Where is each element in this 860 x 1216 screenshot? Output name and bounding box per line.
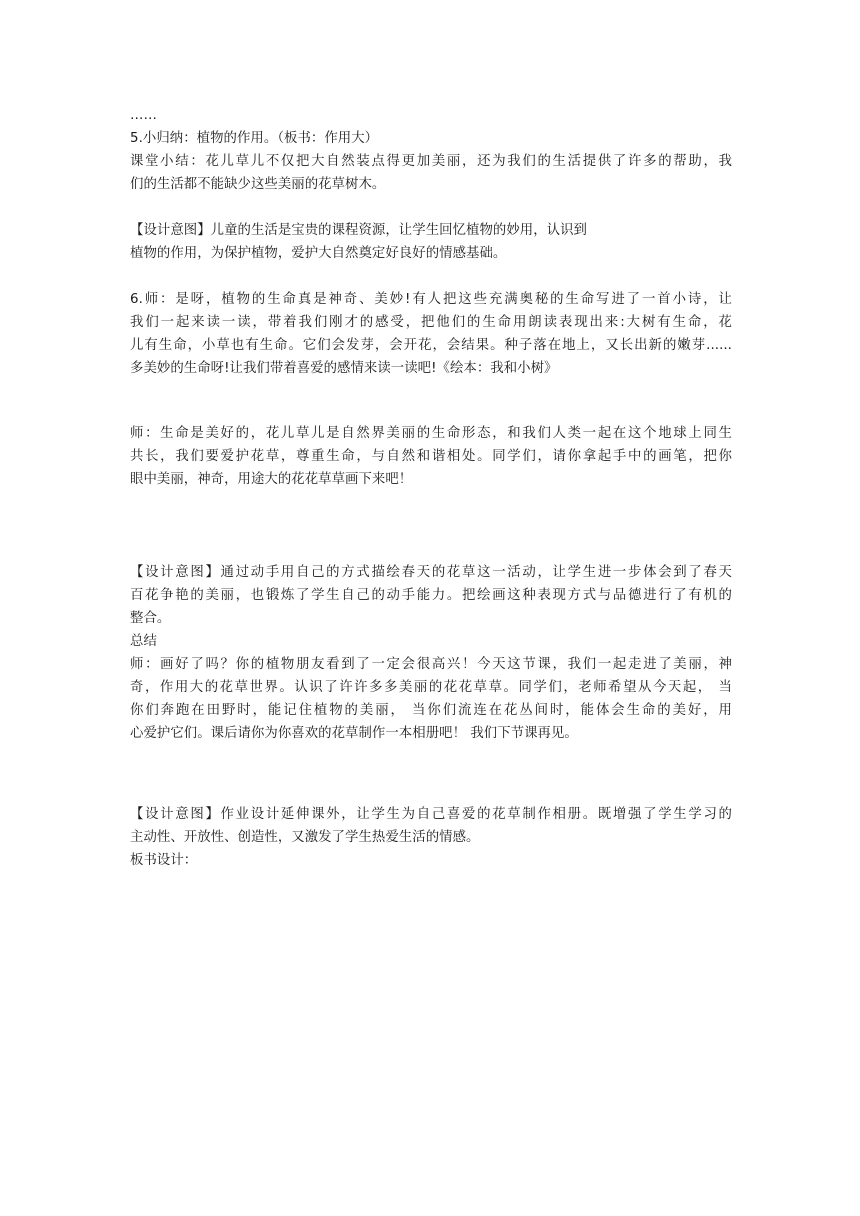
section-6-line: 6.师：是呀，植物的生命真是神奇、美妙!有人把这些充满奥秘的生命写进了一首小诗，让 <box>130 292 732 307</box>
teacher-paragraph <box>130 422 732 491</box>
teacher-line: 眼中美丽，神奇，用途大的花花草草画下来吧！ <box>130 472 413 487</box>
section-6-line: 我们一起来读一读，带着我们刚才的感受，把他们的生命用朗读表现出来:大树有生命，花 <box>130 315 732 330</box>
section-5 <box>130 127 732 196</box>
design-intent-line: 【设计意图】作业设计延伸课外，让学生为自己喜爱的花草制作相册。既增强了学生学习的 <box>130 807 732 822</box>
summary-line: 们的生活都不能缺少这些美丽的花草树木。 <box>130 177 386 192</box>
design-intent-2 <box>130 561 732 630</box>
design-intent-line: 植物的作用，为保护植物，爱护大自然奠定好良好的情感基础。 <box>130 246 507 261</box>
summary-line: 课堂小结：花儿草儿不仅把大自然装点得更加美丽，还为我们的生活提供了许多的帮助，我 <box>130 154 732 169</box>
section-6-line: 多美妙的生命呀!让我们带着喜爱的感情来读一读吧!《绘本：我和小树》 <box>130 361 558 376</box>
section-6 <box>130 288 732 380</box>
section-6-line: 儿有生命，小草也有生命。它们会发芽，会开花，会结果。种子落在地上，又长出新的嫩芽...... <box>130 338 732 353</box>
section-5-heading: 5.小归纳：植物的作用。（板书：作用大） <box>130 131 379 146</box>
design-intent-line: 【设计意图】儿童的生活是宝贵的课程资源，让学生回忆植物的妙用，认识到 <box>130 223 587 238</box>
teacher-line: 共长，我们要爱护花草，尊重生命，与自然和谐相处。同学们，请你拿起手中的画笔，把你 <box>130 449 732 464</box>
board-design-heading: 板书设计： <box>130 853 198 868</box>
summary-line: 奇，作用大的花草世界。认识了许许多多美丽的花花草草。同学们，老师希望从今天起， 当 <box>130 680 732 695</box>
summary-section <box>130 630 732 745</box>
document-page <box>130 104 732 872</box>
ellipsis-line: …… <box>130 108 157 123</box>
teacher-line: 师：生命是美好的，花儿草儿是自然界美丽的生命形态，和我们人类一起在这个地球上同生 <box>130 426 732 441</box>
design-intent-line: 【设计意图】通过动手用自己的方式描绘春天的花草这一活动，让学生进一步体会到了春天 <box>130 565 732 580</box>
design-intent-3 <box>130 803 732 849</box>
summary-line: 你们奔跑在田野时，能记住植物的美丽， 当你们流连在花丛间时，能体会生命的美好，用 <box>130 703 732 718</box>
design-intent-line: 整合。 <box>130 611 171 626</box>
summary-line: 心爱护它们。课后请你为你喜欢的花草制作一本相册吧！ 我们下节课再见。 <box>130 726 578 741</box>
summary-heading: 总结 <box>130 634 157 649</box>
design-intent-line: 主动性、开放性、创造性，又激发了学生热爱生活的情感。 <box>130 830 480 845</box>
design-intent-line: 百花争艳的美丽，也锻炼了学生自己的动手能力。把绘画这种表现方式与品德进行了有机的 <box>130 588 732 603</box>
design-intent-1 <box>130 219 732 265</box>
summary-line: 师：画好了吗？你的植物朋友看到了一定会很高兴！今天这节课，我们一起走进了美丽，神 <box>130 657 732 672</box>
